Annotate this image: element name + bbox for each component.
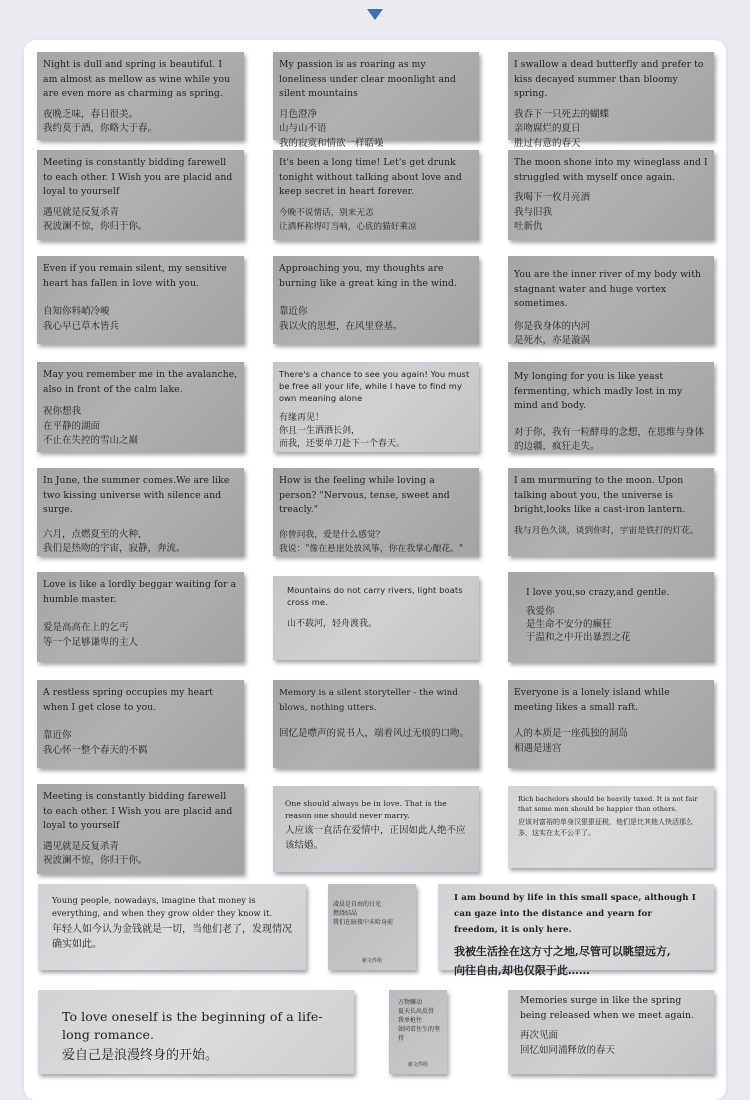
book-page (389, 990, 447, 1074)
quote-zh: 我爱你 是生命不安分的癫狂 于温和之中开出暴烈之花 (526, 605, 631, 643)
quote-card (508, 52, 714, 149)
quote-card (508, 468, 714, 556)
quote-zh: 应该对富裕的单身汉狠狠征税，他们是比其他人快活那么多，这实在太不公平了。 (518, 818, 693, 837)
quote-card (508, 362, 714, 452)
quote-en: May you remember me in the avalanche, also in front of the calm lake. (43, 369, 238, 395)
quote-zh: 爱自己是浪漫终身的开始。 (62, 1048, 219, 1063)
quote-card (273, 256, 479, 344)
quote-en: Night is dull and spring is beautiful. I am almost as mellow as wine while you are even more as charming as spring. (43, 59, 231, 99)
quote-card (508, 680, 714, 768)
quote-en: Even if you remain silent, my sensitive heart has fallen in love with you. (43, 263, 227, 289)
quote-en: It's been a long time! Let's get drunk tonight without talking about love and keep secret in heart forever. (279, 157, 462, 197)
quote-zh: 我吞下一只死去的蝴蝶 亲吻腐烂的夏日 胜过有意的春天 (514, 108, 610, 149)
quote-zh: 祝你想我 在平静的湖面 不止在失控的雪山之巅 (43, 406, 139, 446)
quote-en: Everyone is a lonely island while meeting likes a small raft. (514, 687, 670, 713)
quote-zh: 我与月色久谈，谈到你时，宇宙是铁打的灯花。 (514, 525, 699, 536)
quote-en: I swallow a dead butterfly and prefer to kiss decayed summer than bloomy spring. (514, 59, 704, 99)
book-signature: 新文件组 (361, 958, 382, 964)
quote-en: I am bound by life in this small space, although I can gaze into the distance and yearn for freedom, it is only here. (454, 893, 696, 935)
quote-zh: 我被生活拴在这方寸之地,尽管可以眺望远方, 向往自由,却也仅限于此…… (454, 945, 671, 977)
quote-card (273, 786, 479, 872)
quote-zh: 自知你料峭冷峻 我心早已草木皆兵 (43, 306, 120, 332)
quote-card (273, 52, 479, 149)
quote-zh: 回忆是噤声的说书人，端着风过无痕的口吻。 (279, 728, 470, 739)
quote-en: Meeting is constantly bidding farewell to each other. I Wish you are placid and loyal to yourself (43, 791, 233, 831)
quote-card (273, 680, 479, 768)
quote-zh: 我喝下一枚月亮酒 我与旧我 吐新仇 (514, 192, 591, 232)
quote-card (37, 150, 244, 240)
quote-zh: 夜晚乏味，春日很美。 我约莫于酒，你略大于春。 (43, 108, 158, 134)
quote-en: Love is like a lordly beggar waiting for a humble master. (43, 579, 237, 605)
quote-card (37, 680, 244, 768)
down-arrow-icon (367, 9, 383, 20)
quote-en: Memories surge in like the spring being released when we meet again. (520, 995, 695, 1021)
quote-zh: 遇见就是反复杀青 祝波澜不惊，你归于你。 (43, 206, 148, 232)
quote-en: Rich bachelors should be heavily taxed. It is not fair that some men should be happier than others. (518, 795, 698, 813)
book-page (328, 884, 416, 970)
quote-en: Memory is a silent storyteller - the wind blows, nothing utters. (279, 688, 459, 713)
quote-card (37, 468, 244, 556)
quote-card (438, 884, 714, 977)
quote-zh: 你曾问我，爱是什么感觉？ 我说："像在悬崖处放风筝，你在我掌心酿花。" (279, 529, 464, 554)
quote-card (273, 576, 479, 660)
quote-card (38, 990, 354, 1074)
quote-zh: 人的本质是一座孤独的洞岛 相遇是迷宫 (514, 728, 629, 754)
quote-card (508, 572, 714, 662)
quote-zh: 凌晨是自由的日光 燃烧结晶 我们在暗夜中未哈身前 (333, 901, 394, 926)
quote-zh: 万物骤动 夏天长出反骨 我单枪往 如同看住生的坚持 (398, 999, 441, 1042)
quote-card (37, 52, 244, 140)
quote-zh: 遇见就是反复杀青 祝波澜不惊，你归于你。 (43, 840, 148, 866)
quote-zh: 你是我身体的内河 是死水，亦是漩涡 (514, 320, 591, 346)
quote-en: In June, the summer comes.We are like two kissing universe with silence and surge. (43, 475, 230, 515)
quote-en: There's a chance to see you again! You must be free all your life, while I have to find my own meaning alone (279, 369, 470, 403)
quote-zh: 人应该一直活在爱情中，正因如此人绝不应该结婚。 (285, 825, 466, 851)
quote-en: You are the inner river of my body with stagnant water and huge vortex sometimes. (514, 269, 702, 309)
quote-card (273, 150, 479, 240)
quote-en: How is the feeling while loving a person? "Nervous, tense, sweet and treacly." (279, 475, 450, 515)
quote-zh: 爱是高高在上的乞丐 等一个足够谦卑的主人 (43, 622, 139, 648)
quote-en: Mountains do not carry rivers, light boats cross me. (287, 585, 463, 607)
quote-zh: 月色澄净 山与山不语 我的寂寞和情欲一样聒噪 (279, 108, 384, 149)
quote-card (37, 362, 244, 452)
quote-en: One should always be in love. That is the reason one should never marry. (285, 799, 447, 820)
quote-zh: 对于你，我有一粒酵母的念想，在思维与身体的边疆，疯狂走失。 (514, 426, 705, 452)
quote-zh: 六月，点燃夏至的火种， 我们是热吻的宇宙，寂静，奔流。 (43, 528, 186, 554)
quote-card (37, 256, 244, 344)
quote-en: Approaching you, my thoughts are burning like a great king in the wind. (279, 263, 458, 289)
quote-en: To love oneself is the beginning of a life-long romance. (62, 1009, 323, 1042)
quote-en: I love you,so crazy,and gentle. (526, 587, 670, 598)
quote-en: Meeting is constantly bidding farewell to each other. I Wish you are placid and loyal to yourself (43, 157, 233, 197)
quote-card (37, 784, 244, 874)
quote-en: A restless spring occupies my heart when I get close to you. (43, 687, 214, 713)
quote-en: My longing for you is like yeast fermenting, which madly lost in my mind and body. (514, 371, 683, 411)
quote-card (508, 990, 714, 1074)
quote-zh: 靠近你 我以火的思想，在风里登基。 (279, 306, 403, 332)
quote-card (508, 786, 714, 868)
quote-zh: 山不载河，轻舟渡我。 (287, 619, 378, 629)
book-signature: 新文件组 (407, 1062, 428, 1068)
quote-card (38, 884, 306, 970)
quote-zh: 有缘再见！ 你且一生洒洒长剑， 而我，还要单刀赴下一个春天。 (279, 413, 406, 449)
quote-card (37, 572, 244, 662)
quote-en: I am murmuring to the moon. Upon talking about you, the universe is bright,looks like a cast-iron lantern. (514, 475, 686, 515)
quote-en: My passion is as roaring as my loneliness under clear moonlight and silent mountains (279, 59, 457, 99)
quote-card (508, 256, 714, 344)
quote-zh: 今晚不说情话，别来无恙 让酒杯称得叮当响，心底的猫好乘凉 (279, 207, 417, 232)
quote-card (273, 362, 479, 452)
quote-card (273, 468, 479, 556)
quote-zh: 再次见面 回忆如同浦释放的春天 (520, 1030, 616, 1056)
quote-en: The moon shone into my wineglass and I struggled with myself once again. (514, 157, 708, 183)
quote-en: Young people, nowadays, imagine that money is everything, and when they grow older they know it. (52, 895, 273, 918)
quote-card (508, 150, 714, 240)
quote-zh: 年轻人如今认为金钱就是一切，当他们老了，发现情况确实如此。 (52, 924, 292, 950)
quote-zh: 靠近你 我心怀一整个春天的不羁 (43, 730, 148, 756)
